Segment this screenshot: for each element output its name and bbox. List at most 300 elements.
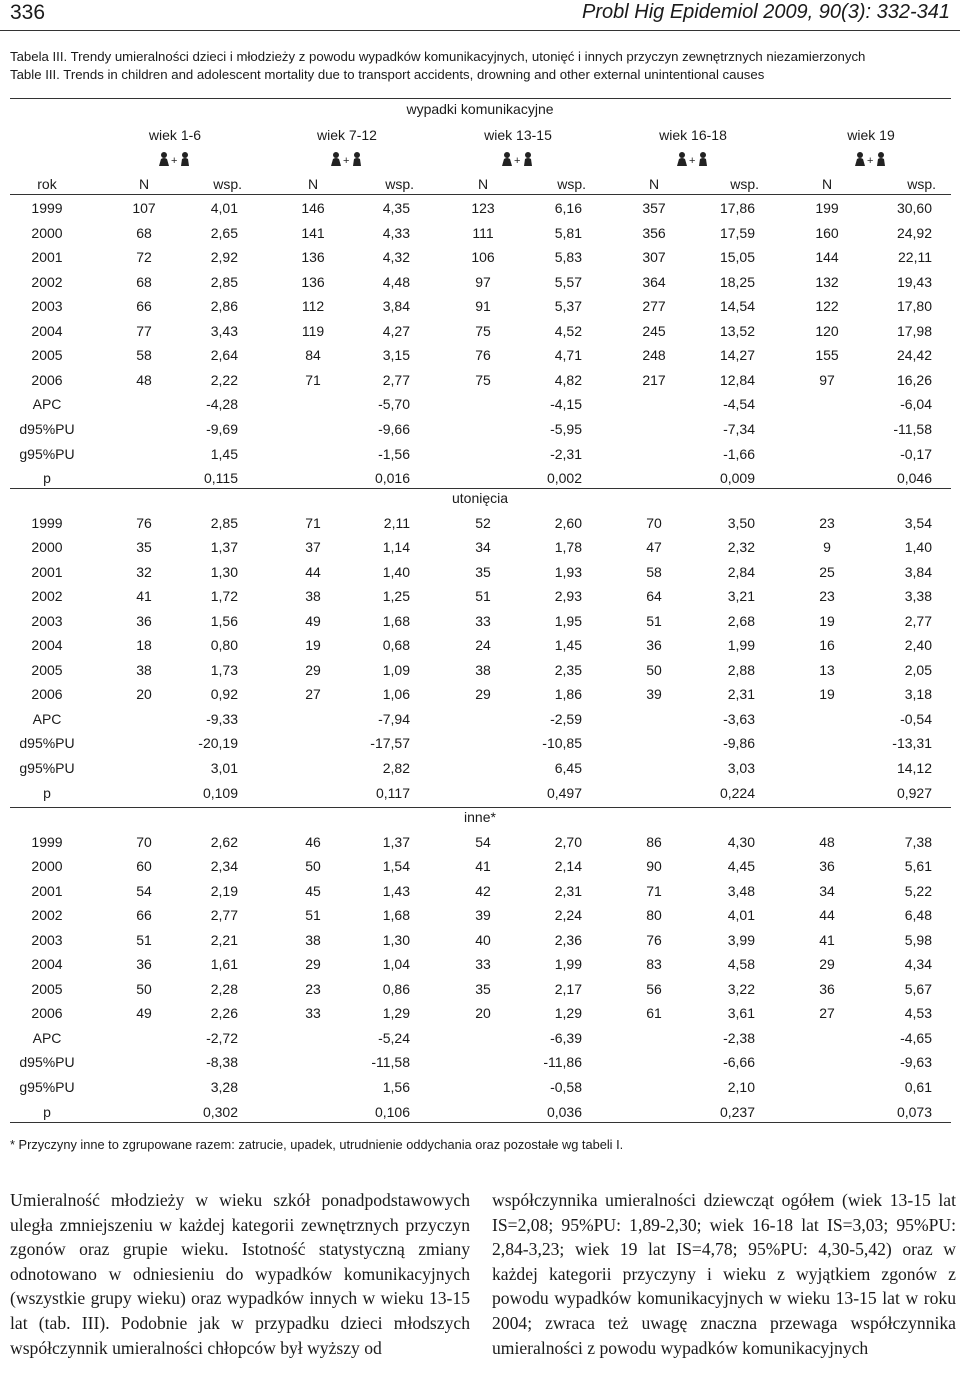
cell-stat: -2,72: [206, 1029, 238, 1046]
cell-stat: 0,009: [719, 470, 755, 487]
cell-n: 122: [815, 298, 839, 315]
cell-stat: 0,302: [202, 1103, 238, 1120]
cell-wsp: 2,70: [554, 833, 582, 850]
cell-wsp: 1,68: [382, 612, 410, 629]
cell-n: 38: [305, 588, 321, 605]
cell-stat: 0,046: [896, 470, 932, 487]
cell-stat: -1,56: [378, 445, 410, 462]
cell-n: 217: [642, 371, 666, 388]
cell-n: 146: [301, 200, 325, 216]
body-text-left-column: Umieralność młodzieży w wieku szkół ponadpodstawowych uległa zmniejszeniu w każdej kategorii zewnętrznych przyczyn zgonów oraz grupie wieku. Istotność statystyczną zmiany odnotowano w odniesieniu do wypadków komunikacyjnych (wszystkie grupy wieku) oraz wypadków innych w wieku 13-15 lat (tab. III). Podobnie jak w przypadku dzieci młodszych współczynnik umieralności chłopców był wyższy od: [10, 1190, 470, 1358]
cell-wsp: 0,80: [210, 637, 238, 654]
row-year-label: 2005: [31, 980, 63, 997]
cell-stat: -6,66: [723, 1054, 755, 1071]
row-year-label: 2003: [31, 298, 63, 315]
row-stat-label: APC: [32, 396, 62, 413]
table-caption-english: Table III. Trends in children and adolescent mortality due to transport accidents, drowning and other external unintentional causes: [10, 67, 765, 82]
row-stat-label: g95%PU: [19, 760, 75, 776]
cell-wsp: 5,67: [904, 980, 932, 997]
cell-wsp: 1,14: [382, 539, 410, 556]
cell-wsp: 2,40: [904, 637, 932, 654]
table-top-rule: [10, 98, 951, 99]
cell-n: 357: [642, 200, 666, 216]
cell-n: 39: [475, 907, 491, 924]
cell-wsp: 5,22: [904, 882, 932, 899]
cell-stat: -1,66: [723, 445, 755, 462]
cell-n: 45: [305, 882, 321, 899]
row-stat-label: d95%PU: [19, 420, 75, 437]
cell-n: 47: [646, 539, 662, 556]
cell-wsp: 1,68: [382, 907, 410, 924]
cell-wsp: 4,35: [382, 200, 410, 216]
section-title: utonięcia: [451, 490, 509, 506]
column-header-wsp: wsp.: [730, 176, 759, 192]
cell-n: 48: [136, 371, 152, 388]
cell-stat: -2,31: [550, 445, 582, 462]
cell-stat: 2,10: [727, 1079, 755, 1095]
cell-stat: -5,70: [378, 396, 410, 413]
cell-n: 71: [305, 514, 321, 531]
cell-stat: -11,86: [543, 1054, 582, 1071]
cell-n: 20: [475, 1005, 491, 1022]
cell-wsp: 3,84: [382, 298, 410, 315]
table-bottom-rule: [10, 1122, 951, 1123]
cell-wsp: 3,21: [727, 588, 755, 605]
cell-wsp: 2,24: [554, 907, 582, 924]
cell-n: 76: [475, 347, 491, 364]
cell-wsp: 1,93: [554, 563, 582, 580]
row-year-label: 2006: [31, 686, 63, 703]
row-year-label: 2000: [31, 539, 63, 556]
cell-stat: -9,66: [378, 420, 410, 437]
cell-n: 60: [136, 858, 152, 875]
row-year-label: 2001: [31, 249, 63, 266]
cell-wsp: 2,35: [554, 661, 582, 678]
cell-n: 58: [646, 563, 662, 580]
cell-wsp: 2,11: [383, 514, 410, 531]
cell-stat: -9,63: [900, 1054, 932, 1071]
cell-wsp: 5,83: [554, 249, 582, 266]
cell-wsp: 3,84: [904, 563, 932, 580]
column-header-n: N: [138, 176, 150, 192]
cell-stat: -7,34: [723, 420, 755, 437]
cell-wsp: 2,62: [210, 833, 238, 850]
cell-stat: -4,65: [900, 1029, 932, 1046]
cell-n: 83: [646, 956, 662, 973]
cell-stat: -4,15: [550, 396, 582, 413]
cell-wsp: 3,15: [382, 347, 410, 364]
row-stat-label: APC: [32, 710, 62, 727]
cell-wsp: 5,81: [554, 224, 582, 241]
cell-wsp: 13,52: [719, 322, 755, 339]
column-header-n: N: [477, 176, 489, 192]
section-rule: [10, 807, 951, 808]
cell-wsp: 2,88: [727, 661, 755, 678]
cell-wsp: 6,48: [904, 907, 932, 924]
cell-n: 13: [819, 661, 835, 678]
cell-n: 51: [136, 931, 152, 948]
cell-n: 54: [136, 882, 152, 899]
cell-wsp: 2,92: [210, 249, 238, 266]
cell-n: 29: [475, 686, 491, 703]
cell-wsp: 3,18: [904, 686, 932, 703]
cell-wsp: 3,43: [210, 322, 238, 339]
cell-wsp: 1,30: [382, 931, 410, 948]
cell-n: 23: [819, 588, 835, 605]
row-stat-label: d95%PU: [19, 1054, 75, 1071]
row-year-label: 1999: [31, 514, 63, 531]
column-header-n: N: [821, 176, 833, 192]
cell-wsp: 4,34: [904, 956, 932, 973]
age-group-header: wiek 13-15: [484, 127, 552, 143]
cell-stat: -10,85: [542, 735, 582, 752]
cell-stat: -4,28: [206, 396, 238, 413]
svg-text:+: +: [867, 155, 874, 167]
cell-wsp: 4,58: [727, 956, 755, 973]
cell-stat: 0,109: [202, 784, 238, 801]
cell-wsp: 1,30: [210, 563, 238, 580]
cell-n: 70: [136, 833, 152, 850]
cell-wsp: 16,26: [896, 371, 932, 388]
cell-n: 71: [646, 882, 662, 899]
cell-n: 97: [819, 371, 835, 388]
cell-wsp: 5,57: [554, 273, 582, 290]
cell-wsp: 3,50: [727, 514, 755, 531]
cell-stat: -11,58: [371, 1054, 410, 1071]
column-header-wsp: wsp.: [213, 176, 242, 192]
cell-n: 68: [136, 273, 152, 290]
table-footnote: * Przyczyny inne to zgrupowane razem: zatrucie, upadek, utrudnienie oddychania oraz pozostałe wg tabeli I.: [10, 1137, 624, 1152]
cell-wsp: 2,19: [210, 882, 238, 899]
svg-text:+: +: [171, 155, 178, 167]
cell-stat: -9,69: [206, 420, 238, 437]
table-caption-polish: Tabela III. Trendy umieralności dzieci i młodzieży z powodu wypadków komunikacyjnych, utonięć i innych przyczyn zewnętrznych niezamierzonych: [10, 49, 866, 64]
cell-stat: 0,927: [896, 784, 932, 801]
cell-wsp: 14,27: [719, 347, 755, 364]
section-rule: [10, 488, 951, 489]
cell-n: 25: [819, 563, 835, 580]
cell-n: 29: [305, 661, 321, 678]
cell-wsp: 0,92: [210, 686, 238, 703]
cell-n: 75: [475, 371, 491, 388]
cell-stat: -4,54: [723, 396, 755, 413]
male-plus-female-icon: [854, 151, 888, 167]
cell-wsp: 3,38: [904, 588, 932, 605]
cell-n: 35: [475, 980, 491, 997]
cell-wsp: 4,32: [382, 249, 410, 266]
cell-n: 36: [819, 858, 835, 875]
cell-n: 58: [136, 347, 152, 364]
cell-wsp: 1,95: [554, 612, 582, 629]
cell-n: 44: [819, 907, 835, 924]
cell-wsp: 0,86: [382, 980, 410, 997]
cell-n: 70: [646, 514, 662, 531]
cell-stat: 2,82: [382, 760, 410, 776]
cell-wsp: 3,22: [727, 980, 755, 997]
cell-n: 160: [815, 224, 839, 241]
cell-n: 111: [472, 224, 494, 241]
cell-stat: 0,036: [546, 1103, 582, 1120]
cell-wsp: 2,77: [382, 371, 410, 388]
cell-n: 141: [301, 224, 325, 241]
cell-n: 23: [819, 514, 835, 531]
row-stat-label: p: [43, 1103, 51, 1120]
cell-wsp: 4,48: [382, 273, 410, 290]
cell-n: 49: [136, 1005, 152, 1022]
cell-wsp: 1,86: [554, 686, 582, 703]
cell-n: 68: [136, 224, 152, 241]
cell-n: 16: [819, 637, 835, 654]
cell-n: 33: [305, 1005, 321, 1022]
cell-n: 40: [475, 931, 491, 948]
cell-wsp: 1,73: [210, 661, 238, 678]
cell-n: 38: [475, 661, 491, 678]
column-header-n: N: [648, 176, 660, 192]
cell-wsp: 1,54: [382, 858, 410, 875]
cell-n: 72: [136, 249, 152, 266]
cell-wsp: 15,05: [719, 249, 755, 266]
cell-wsp: 4,45: [727, 858, 755, 875]
cell-n: 41: [136, 588, 152, 605]
cell-wsp: 5,37: [554, 298, 582, 315]
page-number: 336: [10, 1, 46, 24]
cell-stat: 3,01: [210, 760, 238, 776]
cell-wsp: 1,29: [554, 1005, 582, 1022]
row-stat-label: g95%PU: [19, 1079, 75, 1095]
cell-n: 106: [471, 249, 495, 266]
cell-n: 37: [305, 539, 321, 556]
cell-n: 136: [301, 249, 325, 266]
page-header: [0, 0, 960, 28]
row-year-label: 2005: [31, 347, 63, 364]
cell-n: 364: [642, 273, 666, 290]
cell-n: 356: [642, 224, 666, 241]
cell-wsp: 1,40: [904, 539, 932, 556]
cell-n: 49: [305, 612, 321, 629]
cell-stat: 0,016: [374, 470, 410, 487]
cell-n: 24: [475, 637, 491, 654]
cell-stat: -0,58: [550, 1079, 582, 1095]
cell-n: 32: [136, 563, 152, 580]
cell-stat: -5,24: [378, 1029, 410, 1046]
row-year-label: 1999: [31, 200, 63, 216]
cell-stat: 0,106: [374, 1103, 410, 1120]
cell-wsp: 17,86: [719, 200, 755, 216]
cell-wsp: 2,28: [210, 980, 238, 997]
row-stat-label: APC: [32, 1029, 62, 1046]
cell-wsp: 2,86: [210, 298, 238, 315]
cell-n: 112: [301, 298, 325, 315]
cell-wsp: 2,84: [727, 563, 755, 580]
age-group-header: wiek 16-18: [659, 127, 727, 143]
cell-stat: -11,58: [893, 420, 932, 437]
cell-n: 76: [136, 514, 152, 531]
cell-wsp: 2,26: [210, 1005, 238, 1022]
row-stat-label: g95%PU: [19, 445, 75, 462]
cell-wsp: 4,52: [554, 322, 582, 339]
cell-wsp: 17,80: [896, 298, 932, 315]
cell-stat: -8,38: [206, 1054, 238, 1071]
cell-wsp: 4,27: [382, 322, 410, 339]
row-year-label: 2002: [31, 588, 63, 605]
cell-wsp: 1,06: [382, 686, 410, 703]
section-title: inne*: [464, 809, 496, 825]
cell-stat: -9,86: [723, 735, 755, 752]
cell-wsp: 1,37: [210, 539, 238, 556]
cell-n: 277: [642, 298, 666, 315]
cell-n: 39: [646, 686, 662, 703]
cell-wsp: 2,05: [904, 661, 932, 678]
cell-n: 36: [136, 956, 152, 973]
cell-stat: 0,61: [904, 1079, 932, 1095]
male-plus-female-icon: [501, 151, 535, 167]
cell-stat: 1,56: [382, 1079, 410, 1095]
cell-n: 86: [646, 833, 662, 850]
cell-wsp: 7,38: [904, 833, 932, 850]
cell-stat: -17,57: [370, 735, 410, 752]
cell-wsp: 2,77: [904, 612, 932, 629]
cell-n: 36: [819, 980, 835, 997]
cell-wsp: 3,54: [904, 514, 932, 531]
cell-n: 46: [305, 833, 321, 850]
cell-wsp: 1,99: [727, 637, 755, 654]
cell-n: 35: [136, 539, 152, 556]
cell-wsp: 2,21: [210, 931, 238, 948]
cell-wsp: 1,25: [382, 588, 410, 605]
cell-stat: 0,497: [546, 784, 582, 801]
cell-n: 64: [646, 588, 662, 605]
cell-stat: -6,04: [900, 396, 932, 413]
cell-wsp: 3,99: [727, 931, 755, 948]
cell-n: 136: [301, 273, 325, 290]
cell-n: 248: [642, 347, 666, 364]
cell-wsp: 18,25: [719, 273, 755, 290]
cell-wsp: 1,40: [382, 563, 410, 580]
cell-n: 36: [646, 637, 662, 654]
row-year-label: 2004: [31, 637, 63, 654]
cell-wsp: 3,61: [727, 1005, 755, 1022]
cell-n: 120: [815, 322, 839, 339]
cell-n: 75: [475, 322, 491, 339]
column-header-wsp: wsp.: [907, 176, 936, 192]
cell-stat: -13,31: [892, 735, 932, 752]
cell-n: 27: [305, 686, 321, 703]
cell-n: 38: [305, 931, 321, 948]
cell-stat: 0,237: [719, 1103, 755, 1120]
journal-reference: Probl Hig Epidemiol 2009, 90(3): 332-341: [582, 1, 950, 23]
cell-wsp: 4,71: [554, 347, 582, 364]
cell-wsp: 1,72: [210, 588, 238, 605]
cell-wsp: 2,93: [554, 588, 582, 605]
cell-wsp: 4,53: [904, 1005, 932, 1022]
cell-n: 50: [136, 980, 152, 997]
cell-n: 90: [646, 858, 662, 875]
cell-n: 97: [475, 273, 491, 290]
cell-wsp: 2,34: [210, 858, 238, 875]
cell-n: 66: [136, 298, 152, 315]
cell-n: 199: [815, 200, 839, 216]
cell-n: 71: [305, 371, 321, 388]
cell-stat: -3,63: [723, 710, 755, 727]
cell-wsp: 2,77: [210, 907, 238, 924]
cell-n: 155: [815, 347, 839, 364]
cell-n: 80: [646, 907, 662, 924]
row-year-label: 2003: [31, 931, 63, 948]
cell-n: 51: [475, 588, 491, 605]
svg-text:+: +: [514, 155, 521, 167]
cell-wsp: 1,99: [554, 956, 582, 973]
cell-wsp: 3,48: [727, 882, 755, 899]
cell-n: 50: [646, 661, 662, 678]
section-title: wypadki komunikacyjne: [406, 101, 554, 117]
row-year-label: 2000: [31, 224, 63, 241]
cell-wsp: 2,64: [210, 347, 238, 364]
cell-stat: 3,28: [210, 1079, 238, 1095]
cell-n: 50: [305, 858, 321, 875]
male-plus-female-icon: [330, 151, 364, 167]
cell-n: 20: [136, 686, 152, 703]
cell-stat: -6,39: [550, 1029, 582, 1046]
cell-wsp: 1,61: [210, 956, 238, 973]
cell-n: 245: [642, 322, 666, 339]
row-year-label: 2001: [31, 563, 63, 580]
male-plus-female-icon: [676, 151, 710, 167]
cell-stat: 1,45: [210, 445, 238, 462]
column-header-wsp: wsp.: [557, 176, 586, 192]
cell-stat: 0,224: [719, 784, 755, 801]
cell-n: 61: [646, 1005, 662, 1022]
cell-stat: 0,117: [376, 784, 410, 801]
row-year-label: 2006: [31, 371, 63, 388]
row-year-label: 2004: [31, 956, 63, 973]
cell-stat: 3,03: [727, 760, 755, 776]
cell-n: 66: [136, 907, 152, 924]
row-year-label: 2004: [31, 322, 63, 339]
cell-n: 33: [475, 612, 491, 629]
cell-n: 19: [819, 612, 835, 629]
row-year-label: 2001: [31, 882, 63, 899]
cell-n: 41: [819, 931, 835, 948]
cell-n: 23: [305, 980, 321, 997]
cell-stat: 0,073: [896, 1103, 932, 1120]
cell-wsp: 2,85: [210, 514, 238, 531]
cell-wsp: 2,65: [210, 224, 238, 241]
column-header-n: N: [307, 176, 319, 192]
svg-text:+: +: [343, 155, 350, 167]
cell-stat: -5,95: [550, 420, 582, 437]
cell-n: 27: [819, 1005, 835, 1022]
cell-n: 34: [819, 882, 835, 899]
cell-wsp: 24,42: [896, 347, 932, 364]
cell-stat: -2,59: [550, 710, 582, 727]
cell-wsp: 4,30: [727, 833, 755, 850]
cell-n: 77: [136, 322, 152, 339]
age-group-header: wiek 1-6: [148, 127, 202, 143]
cell-n: 91: [475, 298, 491, 315]
cell-n: 107: [132, 200, 156, 216]
cell-wsp: 1,78: [554, 539, 582, 556]
cell-n: 44: [305, 563, 321, 580]
cell-stat: 0,002: [546, 470, 582, 487]
cell-n: 36: [136, 612, 152, 629]
cell-wsp: 1,45: [554, 637, 582, 654]
cell-stat: 6,45: [554, 760, 582, 776]
cell-wsp: 0,68: [382, 637, 410, 654]
cell-wsp: 17,98: [896, 322, 932, 339]
cell-wsp: 6,16: [554, 200, 582, 216]
cell-wsp: 4,01: [727, 907, 755, 924]
cell-n: 41: [475, 858, 491, 875]
